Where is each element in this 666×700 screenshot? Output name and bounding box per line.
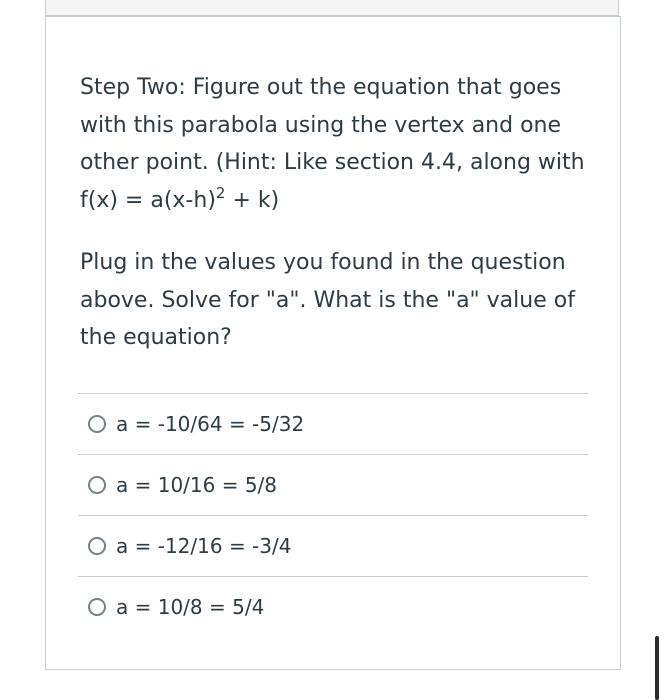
formula-base: f(x) = a(x-h) — [80, 187, 216, 213]
formula-tail: + k) — [225, 187, 280, 213]
radio-button-icon[interactable] — [88, 476, 106, 494]
answer-option-2[interactable] — [78, 454, 588, 515]
answer-option-1[interactable] — [78, 393, 588, 454]
question-card — [45, 16, 621, 670]
radio-button-icon[interactable] — [88, 598, 106, 616]
radio-button-icon[interactable] — [88, 537, 106, 555]
answer-list — [78, 393, 588, 637]
answer-label: a = 10/16 = 5/8 — [116, 473, 278, 497]
question-instructions: Step Two: Figure out the equation that goes with this parabola using the vertex and one other point. (Hint: Like section 4.4, along with — [80, 75, 585, 175]
question-paragraph-1 — [80, 69, 600, 219]
answer-option-4[interactable] — [78, 576, 588, 637]
radio-button-icon[interactable] — [88, 415, 106, 433]
previous-question-card — [45, 0, 619, 16]
answer-label: a = -12/16 = -3/4 — [116, 534, 292, 558]
answer-label: a = -10/64 = -5/32 — [116, 412, 305, 436]
answer-option-3[interactable] — [78, 515, 588, 576]
vertex-form-formula — [80, 183, 280, 213]
answer-label: a = 10/8 = 5/4 — [116, 595, 265, 619]
formula-exponent: 2 — [215, 183, 226, 202]
question-text — [80, 69, 600, 357]
scrollbar-thumb[interactable] — [655, 636, 659, 700]
question-paragraph-2: Plug in the values you found in the question above. Solve for "a". What is the "a" value of the equation? — [80, 250, 575, 350]
